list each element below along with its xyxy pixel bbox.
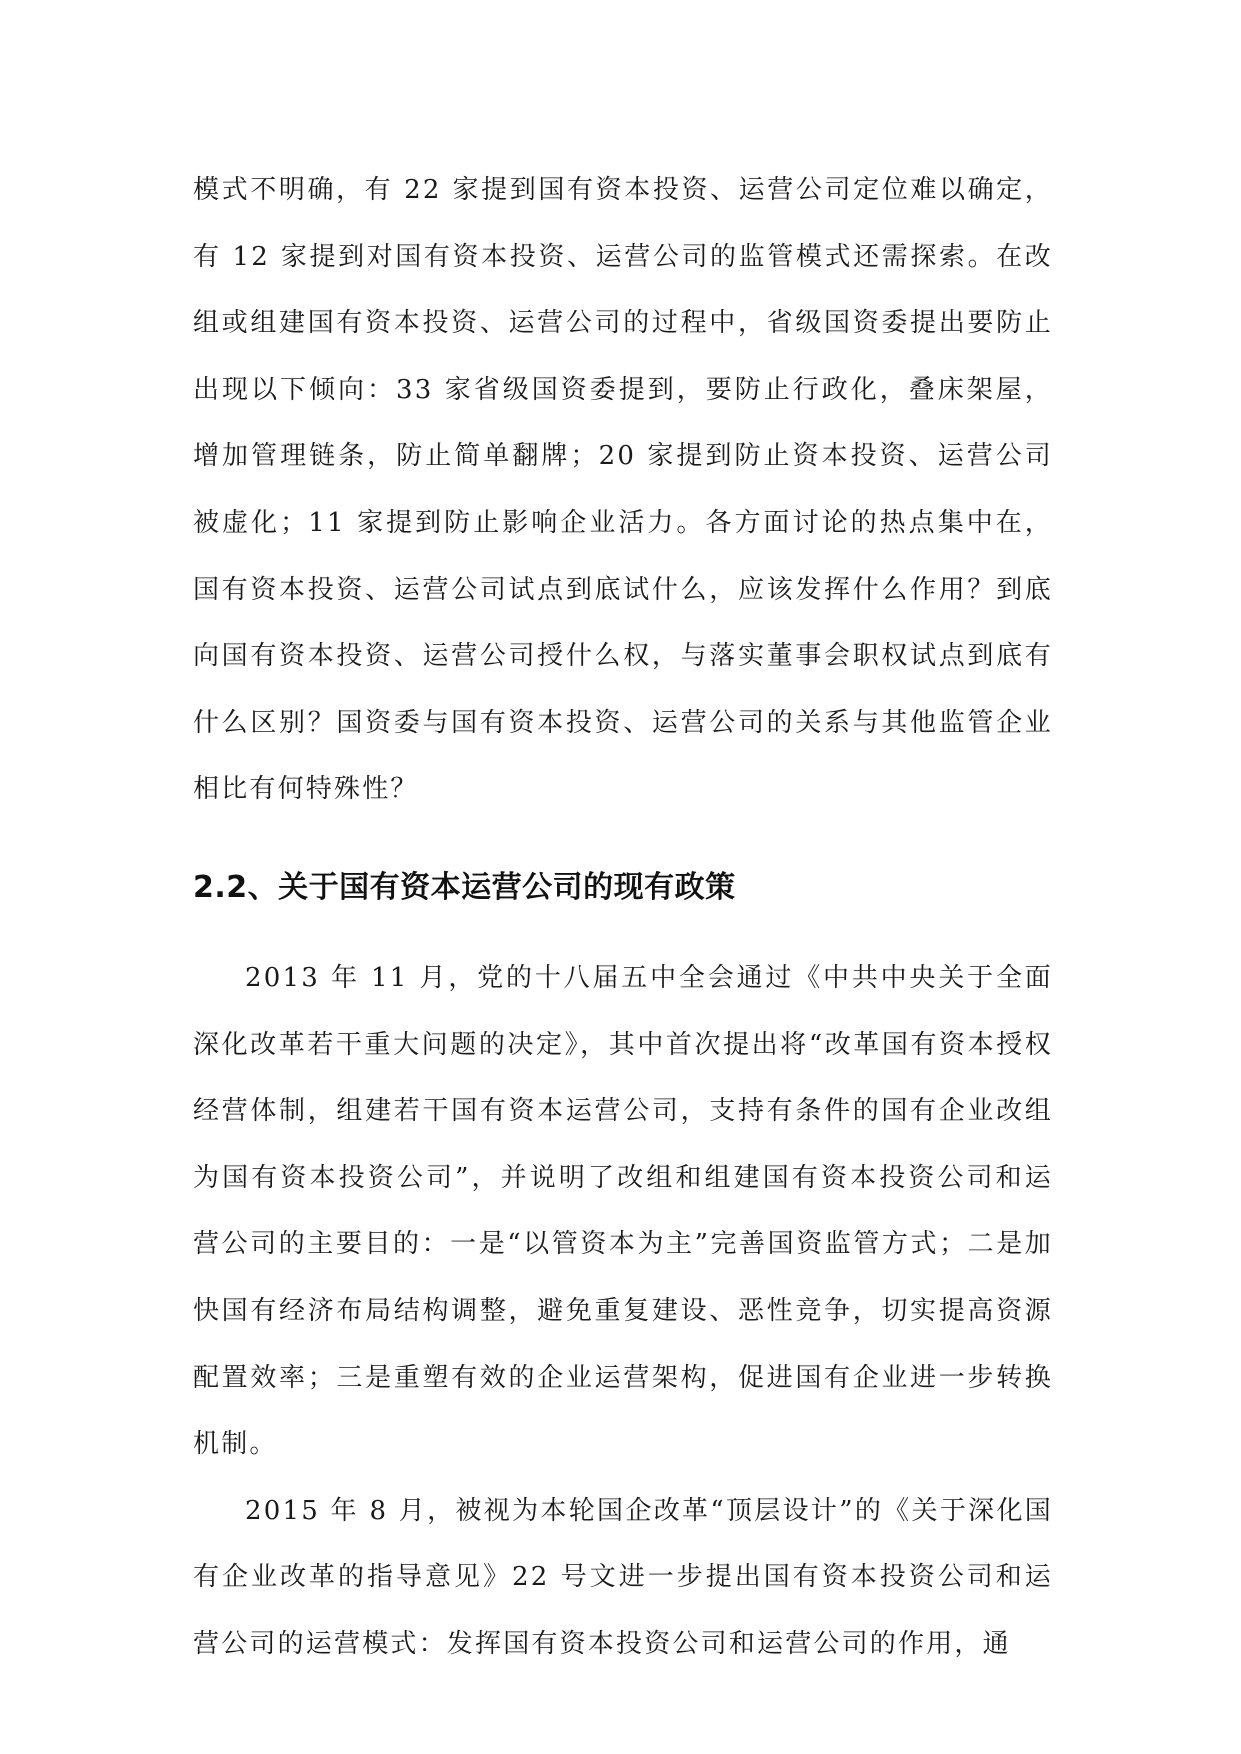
body-paragraph-2013: 2013 年 11 月，党的十八届五中全会通过《中共中央关于全面深化改革若干重大问题的决定》，其中首次提出将“改革国有资本授权经营体制，组建若干国有资本运营公司，支持有条件的国有企业改组为国有资本投资公司”，并说明了改组和组建国有资本投资公司和运营公司的主要目的：一是“以管资本为主”完善国资监管方式；二是加快国有经济布局结构调整，避免重复建设、恶性竞争，切实提高资源配置效率；三是重塑有效的企业运营架构，促进国有企业进一步转换机制。 — [193, 962, 1053, 1460]
body-paragraph-2015: 2015 年 8 月，被视为本轮国企改革“顶层设计”的《关于深化国有企业改革的指导意见》22 号文进一步提出国有资本投资公司和运营公司的运营模式：发挥国有资本投资公司和运营公司的作用，通 — [193, 1495, 1053, 1659]
document-page — [193, 157, 1053, 1677]
body-paragraph-continued: 模式不明确，有 22 家提到国有资本投资、运营公司定位难以确定，有 12 家提到对国有资本投资、运营公司的监管模式还需探索。在改组或组建国有资本投资、运营公司的过程中，省级国资委提出要防止出现以下倾向：33 家省级国资委提到，要防止行政化，叠床架屋，增加管理链条，防止简单翻牌；20 家提到防止资本投资、运营公司被虚化；11 家提到防止影响企业活力。各方面讨论的热点集中在，国有资本投资、运营公司试点到底试什么，应该发挥什么作用？到底向国有资本投资、运营公司授什么权，与落实董事会职权试点到底有什么区别？国资委与国有资本投资、运营公司的关系与其他监管企业相比有何特殊性？ — [193, 175, 1053, 805]
section-heading: 2.2、关于国有资本运营公司的现有政策 — [193, 869, 736, 905]
